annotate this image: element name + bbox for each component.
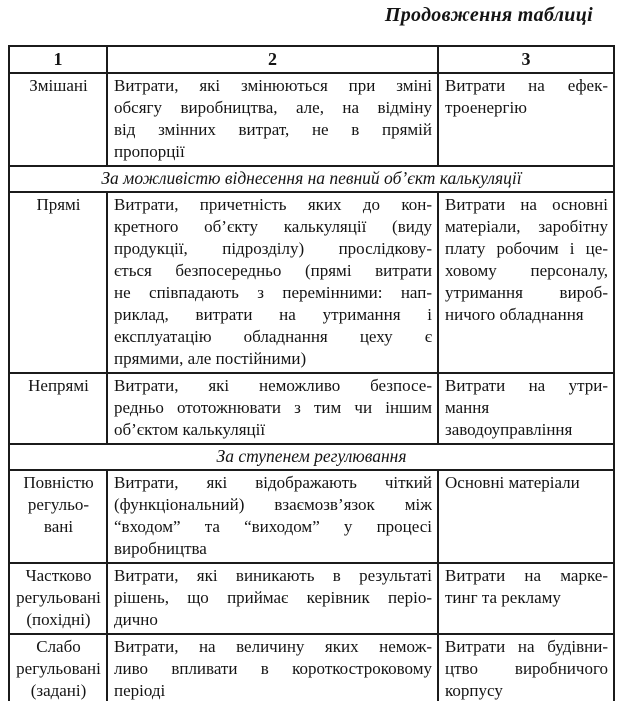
definition-cell: Витрати, на величину яких немож- ливо впливати в короткостроковому періоді [107,634,438,701]
table-row-slabo-rehulovani [9,634,614,701]
example-cell: Основні матеріали [438,470,614,563]
column-header-2: 2 [107,46,438,73]
example-cell: Витрати на ефек- троенергію [438,73,614,166]
table-row-nepriami [9,373,614,444]
table-header-row [9,46,614,73]
term-cell: Слабо регульовані (задані) [9,634,107,701]
definition-cell: Витрати, причетність яких до кон- кретного об’єкту калькуляції (виду продукції, підрозділу) прослідкову- ється безпосередньо (прямі витрати не співпадають з перемінними: нап- риклад, витрати на утримання і експлуатацію обладнання цеху є прямими, але постійними) [107,192,438,373]
term-cell: Повністю регульо- вані [9,470,107,563]
term-cell: Непрямі [9,373,107,444]
table-row-povnistiu-rehulovani [9,470,614,563]
table-row-chastkovo-rehulovani [9,563,614,634]
section-header-label: За ступенем регулювання [9,444,614,470]
section-header-label: За можливістю віднесення на певний об’єкт калькуляції [9,166,614,192]
section-header-row [9,166,614,192]
table-row-zmishani [9,73,614,166]
column-header-1: 1 [9,46,107,73]
example-cell: Витрати на марке- тинг та рекламу [438,563,614,634]
page-title: Продовження таблиці [384,4,593,26]
definition-cell: Витрати, які виникають в результаті рішень, що приймає керівник періо- дично [107,563,438,634]
example-cell: Витрати на основні матеріали, заробітну плату робочим і це- ховому персоналу, утримання вироб- ничого обладнання [438,192,614,373]
example-cell: Витрати на будівни- цтво виробничого корпусу [438,634,614,701]
term-cell: Змішані [9,73,107,166]
cost-classification-table [8,45,615,701]
definition-cell: Витрати, які відображають чіткий (функціональний) взаємозв’язок між “входом” та “виходом” у процесі виробництва [107,470,438,563]
definition-cell: Витрати, які змінюються при зміні обсягу виробництва, але, на відміну від змінних витрат, не в прямій пропорції [107,73,438,166]
term-cell: Частково регульовані (похідні) [9,563,107,634]
term-cell: Прямі [9,192,107,373]
table-row-priami [9,192,614,373]
section-header-row [9,444,614,470]
example-cell: Витрати на утри- мання заводоуправління [438,373,614,444]
definition-cell: Витрати, які неможливо безпосе- редньо ототожнювати з тим чи іншим об’єктом калькуляції [107,373,438,444]
column-header-3: 3 [438,46,614,73]
